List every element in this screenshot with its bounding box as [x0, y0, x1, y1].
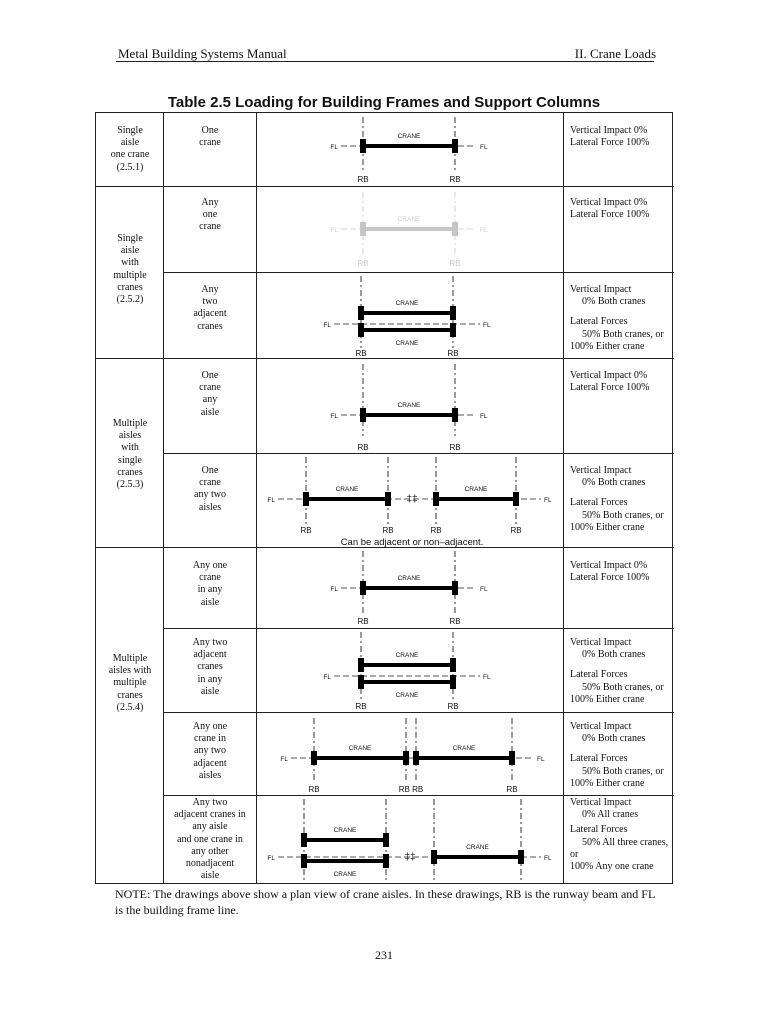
group-name: Single aisle one crane (2.5.1) [110, 125, 150, 173]
runway-beam-label: RB [357, 175, 369, 184]
crane-end-truck [452, 581, 458, 595]
group-name: Multiple aisles with multiple cranes (2.5.4) [108, 653, 152, 713]
frame-line-label: FL [537, 756, 545, 763]
frame-line-label: FL [323, 674, 331, 681]
crane-end-truck [358, 675, 364, 689]
crane-diagram [256, 358, 563, 453]
runway-beam-label: RB [449, 175, 461, 184]
crane-label: CRANE [464, 486, 488, 493]
crane-end-truck [301, 854, 307, 868]
runway-beam-label: RB [449, 617, 461, 626]
crane-end-truck [383, 833, 389, 847]
runway-beam-label: RB [449, 443, 461, 452]
frame-line-label: FL [480, 227, 488, 234]
crane-label: CRANE [452, 745, 476, 752]
crane-end-truck [358, 306, 364, 320]
crane-end-truck [301, 833, 307, 847]
runway-beam-label: RB [300, 526, 312, 535]
crane-end-truck [360, 581, 366, 595]
crane-label: CRANE [397, 402, 421, 409]
crane-end-truck [450, 675, 456, 689]
runway-beam-label: RB RB [398, 785, 424, 794]
load-cell: Vertical Impact 0% Lateral Force 100% [570, 370, 650, 394]
crane-diagram [256, 272, 563, 358]
frame-line-label: FL [330, 586, 338, 593]
frame-line-label: FL [480, 144, 488, 151]
crane-diagram [256, 712, 563, 795]
runway-beam-label: RB [357, 443, 369, 452]
frame-line-label: FL [483, 674, 491, 681]
condition-cell: Any one crane [199, 197, 221, 233]
runway-beam-label: RB [355, 349, 367, 358]
load-cell: Vertical Impact 0% Both cranes Lateral Forces 50% Both cranes, or 100% Either crane [570, 637, 664, 705]
crane-end-truck [452, 222, 458, 236]
frame-line-label: FL [330, 227, 338, 234]
frame-line-label: FL [330, 413, 338, 420]
crane-end-truck [433, 492, 439, 506]
crane-end-truck [452, 139, 458, 153]
crane-label: CRANE [466, 844, 489, 851]
runway-beam-label: RB [447, 349, 459, 358]
runway-beam-label: RB [447, 702, 459, 711]
runway-beam-label: RB [449, 259, 461, 268]
runway-beam-label: RB [506, 785, 518, 794]
crane-end-truck [358, 323, 364, 337]
runway-beam-label: RB [355, 702, 367, 711]
adjacency-note: Can be adjacent or non–adjacent. [340, 537, 484, 548]
crane-end-truck [358, 658, 364, 672]
crane-end-truck [385, 492, 391, 506]
group-name: Multiple aisles with single cranes (2.5.3) [112, 418, 148, 491]
condition-cell: Any one crane in any aisle [192, 560, 228, 608]
crane-diagram [256, 628, 563, 712]
crane-end-truck [513, 492, 519, 506]
frame-line-label: FL [544, 855, 552, 862]
frame-line-label: FL [480, 413, 488, 420]
crane-end-truck [383, 854, 389, 868]
runway-beam-label: RB [357, 259, 369, 268]
runway-beam-label: RB [430, 526, 442, 535]
load-cell: Vertical Impact 0% Lateral Force 100% [570, 197, 650, 221]
crane-label: CRANE [333, 871, 357, 878]
gap-symbol: ‡‡ [406, 494, 418, 505]
crane-label: CRANE [397, 133, 421, 140]
header-left: Metal Building Systems Manual [118, 46, 287, 61]
crane-end-truck [360, 222, 366, 236]
crane-label: CRANE [395, 300, 419, 307]
load-cell: Vertical Impact 0% Both cranes Lateral Forces 50% Both cranes, or 100% Either crane [570, 465, 664, 533]
gap-symbol: ‡‡ [404, 852, 416, 863]
frame-line-label: FL [323, 322, 331, 329]
runway-beam-label: RB [382, 526, 394, 535]
frame-line-label: FL [267, 497, 275, 504]
crane-end-truck [450, 658, 456, 672]
crane-end-truck [518, 850, 524, 864]
crane-label: CRANE [397, 575, 421, 582]
runway-beam-label: RB [510, 526, 522, 535]
crane-end-truck [360, 408, 366, 422]
crane-end-truck [452, 408, 458, 422]
frame-line-label: FL [483, 322, 491, 329]
crane-label: CRANE [333, 827, 357, 834]
crane-diagram [256, 547, 563, 628]
crane-label: CRANE [395, 340, 419, 347]
load-cell: Vertical Impact 0% Lateral Force 100% [570, 125, 650, 149]
crane-end-truck [360, 139, 366, 153]
load-cell: Vertical Impact 0% Lateral Force 100% [570, 560, 650, 584]
table-title: Table 2.5 Loading for Building Frames and Support Columns [167, 94, 601, 111]
crane-diagram [256, 186, 563, 272]
crane-end-truck [450, 306, 456, 320]
crane-end-truck [431, 850, 437, 864]
condition-cell: Any two adjacent cranes in any aisle [192, 637, 228, 697]
crane-diagram [256, 453, 563, 547]
crane-end-truck [403, 751, 409, 765]
frame-line-label: FL [330, 144, 338, 151]
frame-line-label: FL [267, 855, 275, 862]
condition-cell: Any one crane in any two adjacent aisles [192, 721, 228, 781]
runway-beam-label: RB [357, 617, 369, 626]
crane-end-truck [303, 492, 309, 506]
header-rule [116, 61, 654, 62]
crane-end-truck [509, 751, 515, 765]
table-note: NOTE: The drawings above show a plan view of crane aisles. In these drawings, RB is the runway beam and FL is the building frame line. [115, 887, 655, 917]
condition-cell: One crane [199, 125, 221, 149]
condition-cell: Any two adjacent cranes [193, 284, 227, 332]
load-cell: Vertical Impact 0% All cranes Lateral Forces 50% All three cranes, or 100% Any one crane [570, 797, 669, 873]
crane-end-truck [311, 751, 317, 765]
crane-diagram [256, 795, 563, 883]
condition-cell: One crane any two aisles [194, 465, 226, 513]
runway-beam-label: RB [308, 785, 320, 794]
loading-table [95, 112, 673, 884]
frame-line-label: FL [544, 497, 552, 504]
load-cell: Vertical Impact 0% Both cranes Lateral Forces 50% Both cranes, or 100% Either crane [570, 721, 664, 789]
frame-line-label: FL [480, 586, 488, 593]
group-name: Single aisle with multiple cranes (2.5.2) [113, 233, 147, 306]
load-cell: Vertical Impact 0% Both cranes Lateral Forces 50% Both cranes, or 100% Either crane [570, 284, 664, 352]
header-right: II. Crane Loads [574, 46, 656, 61]
crane-diagram [256, 113, 563, 186]
crane-label: CRANE [395, 692, 419, 699]
crane-label: CRANE [335, 486, 359, 493]
condition-cell: Any two adjacent cranes in any aisle and one crane in any other nonadjacent aisle [174, 797, 246, 882]
crane-label: CRANE [348, 745, 372, 752]
column-divider [563, 113, 564, 883]
condition-cell: One crane any aisle [199, 370, 221, 418]
crane-end-truck [450, 323, 456, 337]
crane-label: CRANE [397, 216, 421, 223]
frame-line-label: FL [280, 756, 288, 763]
crane-label: CRANE [395, 652, 419, 659]
page-number: 231 [375, 948, 393, 962]
crane-end-truck [413, 751, 419, 765]
